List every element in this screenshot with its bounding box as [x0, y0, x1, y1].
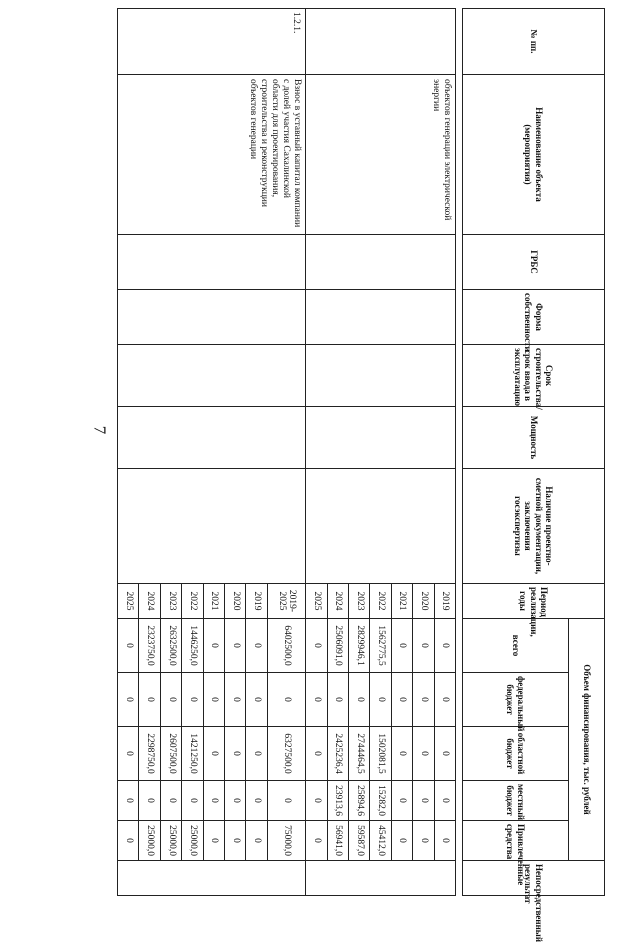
grbs-cell: [118, 235, 306, 290]
regional-cell: 2425236,4: [327, 727, 348, 781]
period-cell: 2022: [370, 584, 391, 619]
regional-cell: 1421250,0: [182, 727, 203, 781]
item-name: Взнос в уставный капитал компании с долей участия Сахалинской области для проектирования, строительства и реконструкции объектов генерации: [118, 75, 306, 235]
header-regional: областной бюджет: [463, 727, 569, 781]
attracted-cell: 0: [306, 821, 327, 861]
attracted-cell: 59587,0: [348, 821, 369, 861]
header-term: Срок строительства/ срок ввода в эксплуатацию: [463, 345, 605, 407]
federal-cell: 0: [267, 673, 305, 727]
local-cell: 0: [306, 781, 327, 821]
attracted-cell: 25000,0: [160, 821, 181, 861]
total-cell: 2829946,1: [348, 619, 369, 673]
grbs-cell: [306, 235, 456, 290]
local-cell: 23913,6: [327, 781, 348, 821]
header-attracted: Привлеченные средства: [463, 821, 569, 861]
header-result: Непосредственный результат: [463, 861, 605, 896]
regional-cell: 0: [203, 727, 224, 781]
regional-cell: 0: [413, 727, 434, 781]
total-cell: 0: [391, 619, 412, 673]
attracted-cell: 0: [391, 821, 412, 861]
docs-cell: [118, 469, 306, 584]
header-grbs: ГРБС: [463, 235, 605, 290]
total-cell: 0: [246, 619, 267, 673]
term-cell: [118, 345, 306, 407]
ownership-cell: [118, 290, 306, 345]
attracted-cell: 56941,0: [327, 821, 348, 861]
federal-cell: 0: [118, 673, 139, 727]
local-cell: 0: [246, 781, 267, 821]
local-cell: 0: [267, 781, 305, 821]
regional-cell: 6327500,0: [267, 727, 305, 781]
regional-cell: 1502081,5: [370, 727, 391, 781]
item-name: объектов генерации электрической энергии: [306, 75, 456, 235]
term-cell: [306, 345, 456, 407]
regional-cell: 2744464,5: [348, 727, 369, 781]
regional-cell: 0: [118, 727, 139, 781]
table-row: [434, 9, 455, 896]
local-cell: 0: [139, 781, 160, 821]
period-cell: 2021: [391, 584, 412, 619]
federal-cell: 0: [434, 673, 455, 727]
federal-cell: 0: [391, 673, 412, 727]
attracted-cell: 75000,0: [267, 821, 305, 861]
capacity-cell: [118, 407, 306, 469]
item-number: 1.2.1.: [118, 9, 306, 75]
period-cell: 2020: [225, 584, 246, 619]
regional-cell: 0: [391, 727, 412, 781]
federal-cell: 0: [225, 673, 246, 727]
local-cell: 0: [118, 781, 139, 821]
total-cell: 2323750,0: [139, 619, 160, 673]
total-cell: 2632500,0: [160, 619, 181, 673]
total-cell: 6402500,0: [267, 619, 305, 673]
regional-cell: 0: [246, 727, 267, 781]
local-cell: 0: [203, 781, 224, 821]
total-cell: 0: [225, 619, 246, 673]
period-cell: 2019-2025: [267, 584, 305, 619]
federal-cell: 0: [413, 673, 434, 727]
local-cell: 0: [391, 781, 412, 821]
period-cell: 2024: [139, 584, 160, 619]
attracted-cell: 0: [246, 821, 267, 861]
period-cell: 2023: [160, 584, 181, 619]
header-total: всего: [463, 619, 569, 673]
period-cell: 2022: [182, 584, 203, 619]
attracted-cell: 25000,0: [139, 821, 160, 861]
attracted-cell: 0: [203, 821, 224, 861]
local-cell: 25894,6: [348, 781, 369, 821]
capacity-cell: [306, 407, 456, 469]
period-cell: 2023: [348, 584, 369, 619]
docs-cell: [306, 469, 456, 584]
regional-cell: 0: [434, 727, 455, 781]
header-ownership: Форма собственности: [463, 290, 605, 345]
header-name: Наименование объекта (мероприятия): [463, 75, 605, 235]
period-cell: 2019: [246, 584, 267, 619]
federal-cell: 0: [139, 673, 160, 727]
federal-cell: 0: [370, 673, 391, 727]
period-cell: 2021: [203, 584, 224, 619]
total-cell: 2506091,0: [327, 619, 348, 673]
attracted-cell: 25000,0: [182, 821, 203, 861]
federal-cell: 0: [203, 673, 224, 727]
period-cell: 2025: [306, 584, 327, 619]
federal-cell: 0: [306, 673, 327, 727]
total-cell: 1446250,0: [182, 619, 203, 673]
attracted-cell: 0: [434, 821, 455, 861]
regional-cell: 0: [225, 727, 246, 781]
header-federal: федеральный бюджет: [463, 673, 569, 727]
federal-cell: 0: [327, 673, 348, 727]
header-docs: Наличие проектно-сметной документации, заключения госэкспертизы: [463, 469, 605, 584]
period-cell: 2024: [327, 584, 348, 619]
attracted-cell: 0: [413, 821, 434, 861]
local-cell: 15282,0: [370, 781, 391, 821]
header-local: местный бюджет: [463, 781, 569, 821]
local-cell: 0: [413, 781, 434, 821]
total-cell: 0: [434, 619, 455, 673]
total-cell: 0: [413, 619, 434, 673]
total-cell: 0: [306, 619, 327, 673]
period-cell: 2019: [434, 584, 455, 619]
total-cell: 0: [118, 619, 139, 673]
page-number: 7: [90, 425, 110, 435]
local-cell: 0: [434, 781, 455, 821]
ownership-cell: [306, 290, 456, 345]
federal-cell: 0: [160, 673, 181, 727]
period-cell: 2025: [118, 584, 139, 619]
regional-cell: 0: [306, 727, 327, 781]
federal-cell: 0: [348, 673, 369, 727]
header-period: Период реализации, годы: [463, 584, 605, 619]
gap-row: [456, 9, 463, 896]
attracted-cell: 45412,0: [370, 821, 391, 861]
table-row: [267, 9, 305, 896]
rotated-page: [117, 8, 605, 942]
local-cell: 0: [160, 781, 181, 821]
header-funding: Объем финансирования, тыс. рублей: [569, 619, 605, 861]
total-cell: 1562775,5: [370, 619, 391, 673]
header-num: № пп.: [463, 9, 605, 75]
total-cell: 0: [203, 619, 224, 673]
attracted-cell: 0: [225, 821, 246, 861]
local-cell: 0: [182, 781, 203, 821]
federal-cell: 0: [182, 673, 203, 727]
item-number: [306, 9, 456, 75]
attracted-cell: 0: [118, 821, 139, 861]
funding-table-container: [117, 8, 605, 942]
funding-table: [117, 8, 605, 942]
federal-cell: 0: [246, 673, 267, 727]
result-cell: [118, 861, 306, 896]
regional-cell: 2298750,0: [139, 727, 160, 781]
header-capacity: Мощность: [463, 407, 605, 469]
period-cell: 2020: [413, 584, 434, 619]
regional-cell: 2607500,0: [160, 727, 181, 781]
result-cell: [306, 861, 456, 896]
local-cell: 0: [225, 781, 246, 821]
